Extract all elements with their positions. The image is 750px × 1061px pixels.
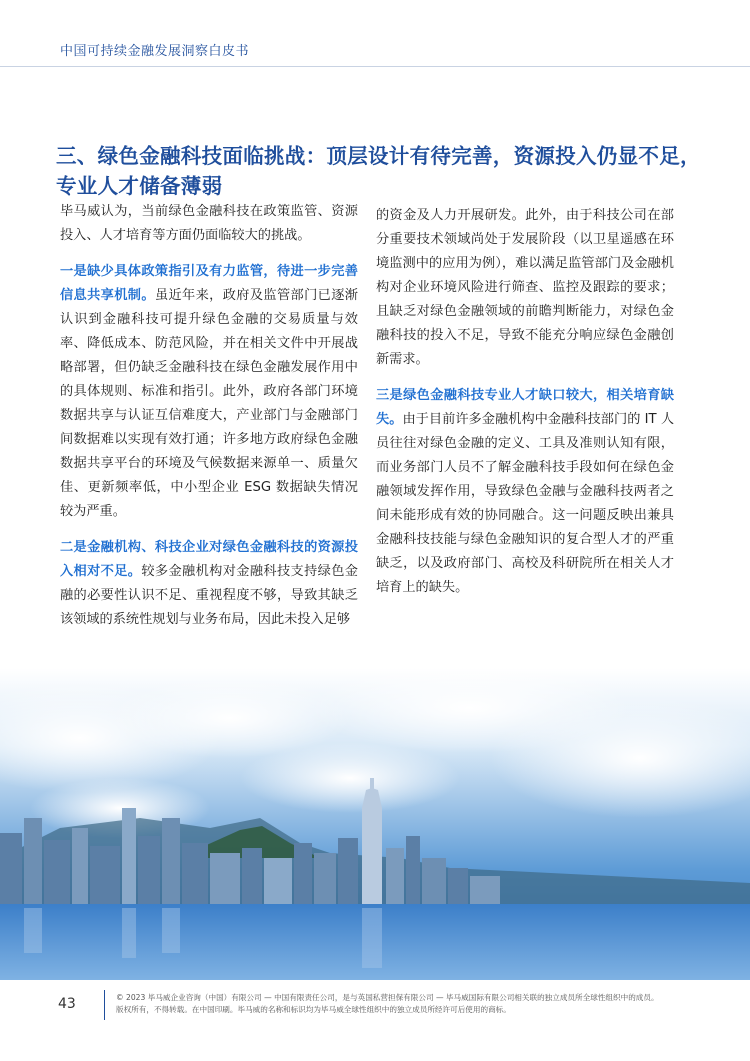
point3-paragraph: [376, 384, 674, 600]
point2-heading: 二是金融机构、科技企业对绿色金融科技的资源投入相对不足。: [60, 540, 358, 579]
point2-paragraph: [60, 536, 358, 632]
point3-body: 由于目前许多金融机构中金融科技部门的 IT 人员往往对绿色金融的定义、工具及准则认知有限，而业务部门人员不了解金融科技手段如何在绿色金融领域发挥作用，导致绿色金融与金融科技两者之间未能形成有效的协同融合。这一问题反映出兼具金融科技技能与绿色金融知识的复合型人才的严重缺乏，以及政府部门、高校及科研院所在相关人才培育上的缺失。: [376, 412, 675, 595]
running-header-title: 中国可持续金融发展洞察白皮书: [60, 44, 250, 59]
point1-body: 虽近年来，政府及监管部门已逐渐认识到金融科技可提升绿色金融的交易质量与效率、降低成本、防范风险，并在相关文件中开展战略部署，但仍缺乏金融科技在绿色金融发展作用中的具体规则、标准和指引。此外，政府各部门环境数据共享与认证互信难度大，产业部门与金融部门间数据难以实现有效打通；许多地方政府绿色金融数据共享平台的环境及气候数据来源单一、质量欠佳、更新频率低，中小型企业 ESG 数据缺失情况较为严重。: [60, 288, 358, 519]
right-column: [376, 204, 674, 612]
left-column: [60, 200, 358, 644]
point1-heading: 一是缺少具体政策指引及有力监管，待进一步完善信息共享机制。: [60, 264, 358, 303]
point3-heading: 三是绿色金融科技专业人才缺口较大，相关培育缺失。: [376, 388, 674, 427]
page-number: 43: [58, 996, 76, 1012]
intro-paragraph: 毕马威认为，当前绿色金融科技在政策监管、资源投入、人才培育等方面仍面临较大的挑战。: [60, 204, 358, 243]
footer-legal-line-2: 版权所有，不得转载。在中国印刷。毕马威的名称和标识均为毕马威全球性组织中的独立成员所经许可后使用的商标。: [116, 1005, 511, 1014]
footer-divider: [104, 990, 105, 1020]
footer-legal-line-1: © 2023 毕马威企业咨询（中国）有限公司 — 中国有限责任公司，是与英国私营担保有限公司 — 毕马威国际有限公司相关联的独立成员所全球性组织中的成员。: [116, 993, 659, 1002]
footer-legal: [116, 992, 716, 1016]
header-divider: [0, 66, 750, 67]
point1-paragraph: [60, 260, 358, 524]
point2-body: 较多金融机构对金融科技支持绿色金融的必要性认识不足、重视程度不够，导致其缺乏该领域的系统性规划与业务布局，因此未投入足够: [60, 564, 358, 627]
section-title: 三、绿色金融科技面临挑战：顶层设计有待完善，资源投入仍显不足，专业人才储备薄弱: [56, 144, 701, 198]
hong-kong-skyline-photo: [0, 668, 750, 980]
continuation-paragraph: 的资金及人力开展研发。此外，由于科技公司在部分重要技术领域尚处于发展阶段（以卫星遥感在环境监测中的应用为例），难以满足监管部门及金融机构对企业环境风险进行筛查、监控及跟踪的要求；且缺乏对绿色金融领域的前瞻判断能力，对绿色金融科技的投入不足，导致不能充分响应绿色金融创新需求。: [376, 208, 674, 367]
